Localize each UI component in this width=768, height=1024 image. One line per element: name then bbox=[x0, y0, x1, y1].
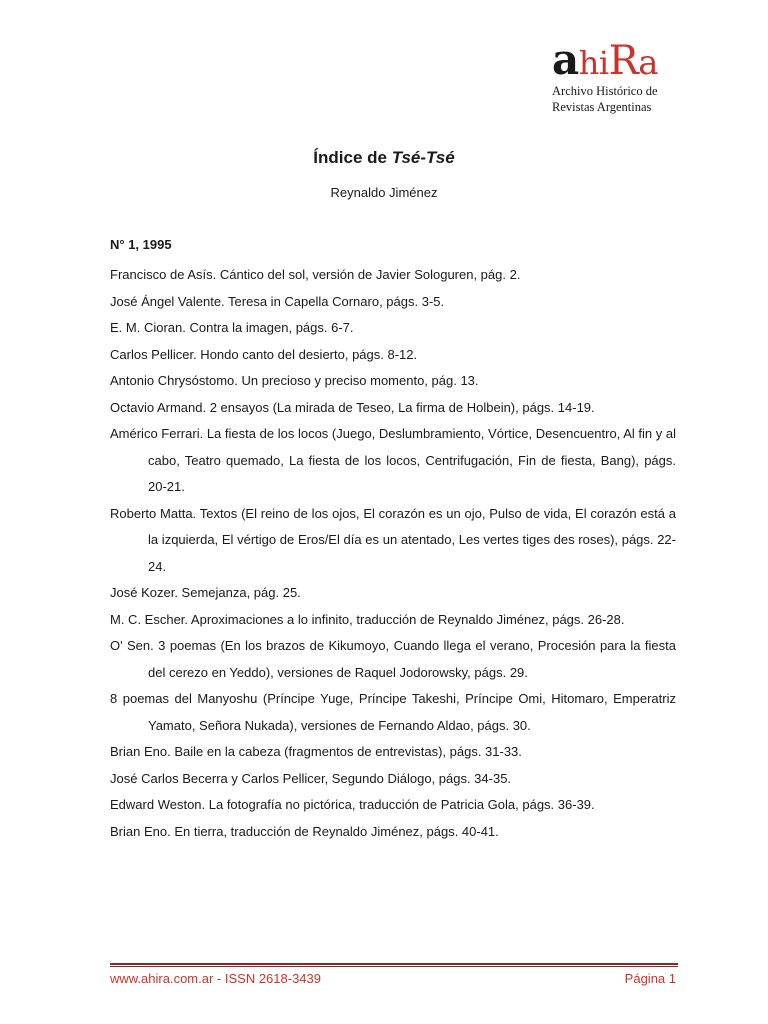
page-title bbox=[0, 148, 768, 168]
index-entry: José Carlos Becerra y Carlos Pellicer, Segundo Diálogo, págs. 34-35. bbox=[110, 770, 512, 786]
title-prefix: Índice de bbox=[313, 148, 392, 167]
footer-rule bbox=[110, 963, 678, 965]
logo-letter-R: R bbox=[608, 38, 639, 84]
index-entry: Antonio Chrysóstomo. Un precioso y preciso momento, pág. 13. bbox=[110, 373, 479, 388]
footer-website-issn[interactable]: www.ahira.com.ar - ISSN 2618-3439 bbox=[110, 971, 321, 986]
index-content bbox=[110, 236, 676, 845]
logo-letter-a: a bbox=[552, 35, 579, 84]
issue-heading: N° 1, 1995 bbox=[110, 237, 172, 252]
author-name: Reynaldo Jiménez bbox=[330, 185, 438, 200]
entry-list bbox=[110, 262, 676, 845]
logo-subtitle-line2: Revistas Argentinas bbox=[552, 100, 652, 114]
index-entry: Carlos Pellicer. Hondo canto del desierto, págs. 8-12. bbox=[110, 346, 418, 362]
index-entry: Américo Ferrari. La fiesta de los locos (Juego, Deslumbramiento, Vórtice, Desencuentro, Al fin y al cabo, Teatro quemado, La fiesta de los locos, Centrifugación, Fin de fiesta, Bang), págs. 20-21. bbox=[110, 426, 676, 494]
footer-page-number: Página 1 bbox=[624, 971, 676, 986]
logo-letter-a-end: a bbox=[638, 43, 658, 83]
logo-letters-hi: hi bbox=[578, 44, 609, 82]
ahira-logo bbox=[552, 35, 682, 114]
index-entry: Roberto Matta. Textos (El reino de los ojos, El corazón es un ojo, Pulso de vida, El corazón está a la izquierda, El vértigo de Eros/El día es un atentado, Les vertes tiges des roses), págs. 22-24. bbox=[110, 505, 676, 574]
index-entry: E. M. Cioran. Contra la imagen, págs. 6-7. bbox=[110, 320, 354, 335]
index-entry: Brian Eno. En tierra, traducción de Reynaldo Jiménez, págs. 40-41. bbox=[110, 823, 499, 839]
index-entry: Octavio Armand. 2 ensayos (La mirada de Teseo, La firma de Holbein), págs. 14-19. bbox=[110, 399, 595, 415]
index-entry: José Ángel Valente. Teresa in Capella Cornaro, págs. 3-5. bbox=[110, 293, 445, 309]
logo-subtitle-line1: Archivo Histórico de bbox=[552, 84, 658, 98]
index-entry: Edward Weston. La fotografía no pictórica, traducción de Patricia Gola, págs. 36-39. bbox=[110, 797, 595, 812]
footer-rule-thin bbox=[110, 966, 678, 967]
index-entry: Brian Eno. Baile en la cabeza (fragmentos de entrevistas), págs. 31-33. bbox=[110, 744, 522, 759]
index-entry: 8 poemas del Manyoshu (Príncipe Yuge, Príncipe Takeshi, Príncipe Omi, Hitomaro, Emperatriz Yamato, Señora Nukada), versiones de Fernando Aldao, págs. 30. bbox=[110, 691, 676, 733]
logo-wordmark bbox=[552, 35, 682, 84]
index-entry: Francisco de Asís. Cántico del sol, versión de Javier Sologuren, pág. 2. bbox=[110, 267, 521, 282]
index-entry: M. C. Escher. Aproximaciones a lo infinito, traducción de Reynaldo Jiménez, págs. 26-28. bbox=[110, 611, 625, 627]
index-entry: José Kozer. Semejanza, pág. 25. bbox=[110, 585, 301, 600]
title-magazine: Tsé-Tsé bbox=[391, 148, 455, 167]
index-entry: O' Sen. 3 poemas (En los brazos de Kikumoyo, Cuando llega el verano, Procesión para la fiesta del cerezo en Yeddo), versiones de Raquel Jodorowsky, págs. 29. bbox=[110, 638, 676, 680]
